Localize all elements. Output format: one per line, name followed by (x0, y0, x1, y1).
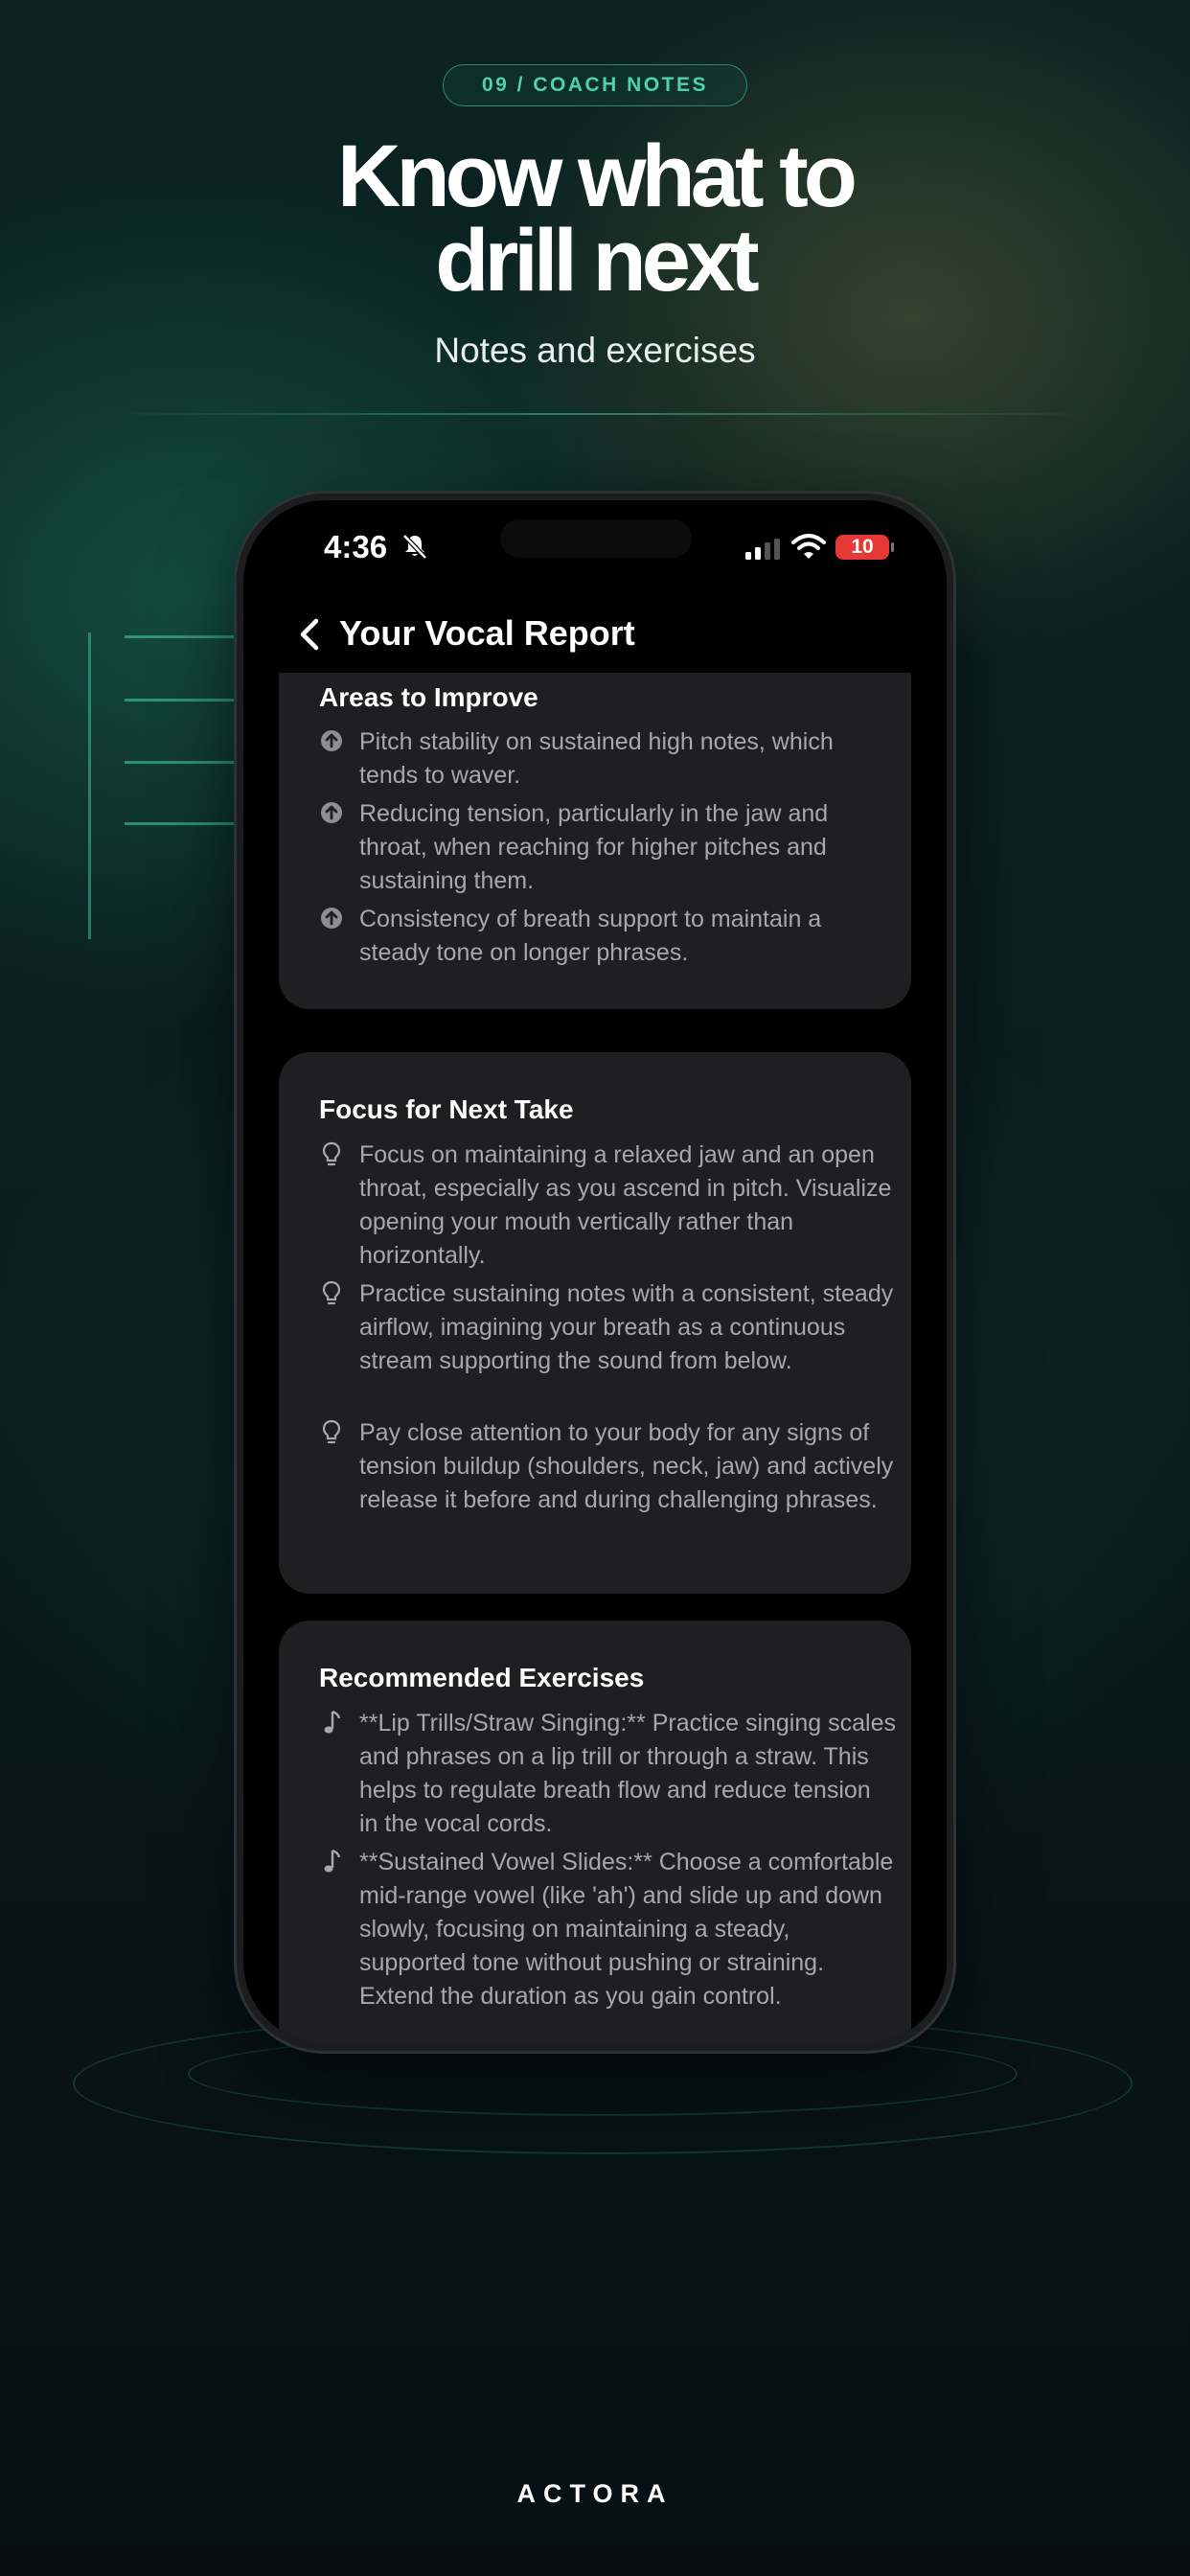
lightbulb-icon (319, 1418, 344, 1445)
list-item-text: Focus on maintaining a relaxed jaw and an open throat, especially as you ascend in pitch. Visualize opening your mouth vertically rather than horizontally. (359, 1141, 892, 1269)
lightbulb-icon (319, 1140, 344, 1167)
list-item-text: Pitch stability on sustained high notes, which tends to waver. (359, 728, 834, 789)
headline (0, 127, 1190, 310)
bell-muted-icon (400, 532, 429, 561)
eyebrow-label: 09 / COACH NOTES (481, 74, 709, 96)
music-note-icon (319, 1709, 344, 1736)
music-note-icon (319, 1848, 344, 1874)
decor-line-2 (125, 699, 240, 702)
headline-line-2: drill next (435, 212, 755, 310)
headline-line-1: Know what to (337, 127, 853, 225)
list-item-text: Consistency of breath support to maintain a steady tone on longer phrases. (359, 906, 822, 966)
decor-line-4 (125, 822, 240, 825)
decor-vertical-line (88, 632, 91, 939)
list-item-text: **Lip Trills/Straw Singing:** Practice singing scales and phrases on a lip trill or through a straw. This helps to regulate breath flow and reduce tension in the vocal cords. (359, 1710, 896, 1837)
list-item-text: **Sustained Vowel Slides:** Choose a comfortable mid-range vowel (like 'ah') and slide up and down slowly, focusing on maintaining a steady, supported tone without pushing or straining. Extend the duration as you gain control. (359, 1849, 894, 2010)
battery-indicator: 10 (835, 535, 889, 560)
card-title: Recommended Exercises (319, 1663, 645, 1692)
list-item-text: Practice sustaining notes with a consistent, steady airflow, imagining your breath as a continuous stream supporting the sound from below. (359, 1280, 894, 1374)
recommended-exercises-card (279, 1621, 911, 2044)
chevron-left-icon[interactable] (295, 615, 324, 654)
decor-line-1 (125, 635, 240, 638)
list-item-text: Reducing tension, particularly in the jaw and throat, when reaching for higher pitches and sustaining them. (359, 800, 829, 894)
phone-screen (243, 500, 947, 2044)
focus-next-take-card (279, 1052, 911, 1594)
arrow-up-circle-icon (319, 799, 344, 826)
list-item-text: Pay close attention to your body for any signs of tension buildup (shoulders, neck, jaw) and actively release it before and during challenging phrases. (359, 1419, 894, 1513)
eyebrow-pill (443, 64, 747, 106)
card-title: Areas to Improve (319, 682, 538, 712)
cellular-signal-icon (745, 539, 782, 560)
wifi-icon (791, 533, 826, 560)
areas-to-improve-card (279, 673, 911, 1009)
brand-wordmark: ACTORA (516, 2479, 674, 2508)
card-title: Focus for Next Take (319, 1094, 574, 1124)
subheadline: Notes and exercises (434, 331, 756, 370)
decor-line-3 (125, 761, 240, 764)
arrow-up-circle-icon (319, 727, 344, 754)
header-divider (105, 413, 1092, 415)
dynamic-island (500, 519, 692, 558)
arrow-up-circle-icon (319, 905, 344, 932)
status-time: 4:36 (324, 529, 388, 564)
lightbulb-icon (319, 1279, 344, 1306)
phone-frame (237, 494, 953, 2051)
page-title: Your Vocal Report (339, 613, 635, 653)
